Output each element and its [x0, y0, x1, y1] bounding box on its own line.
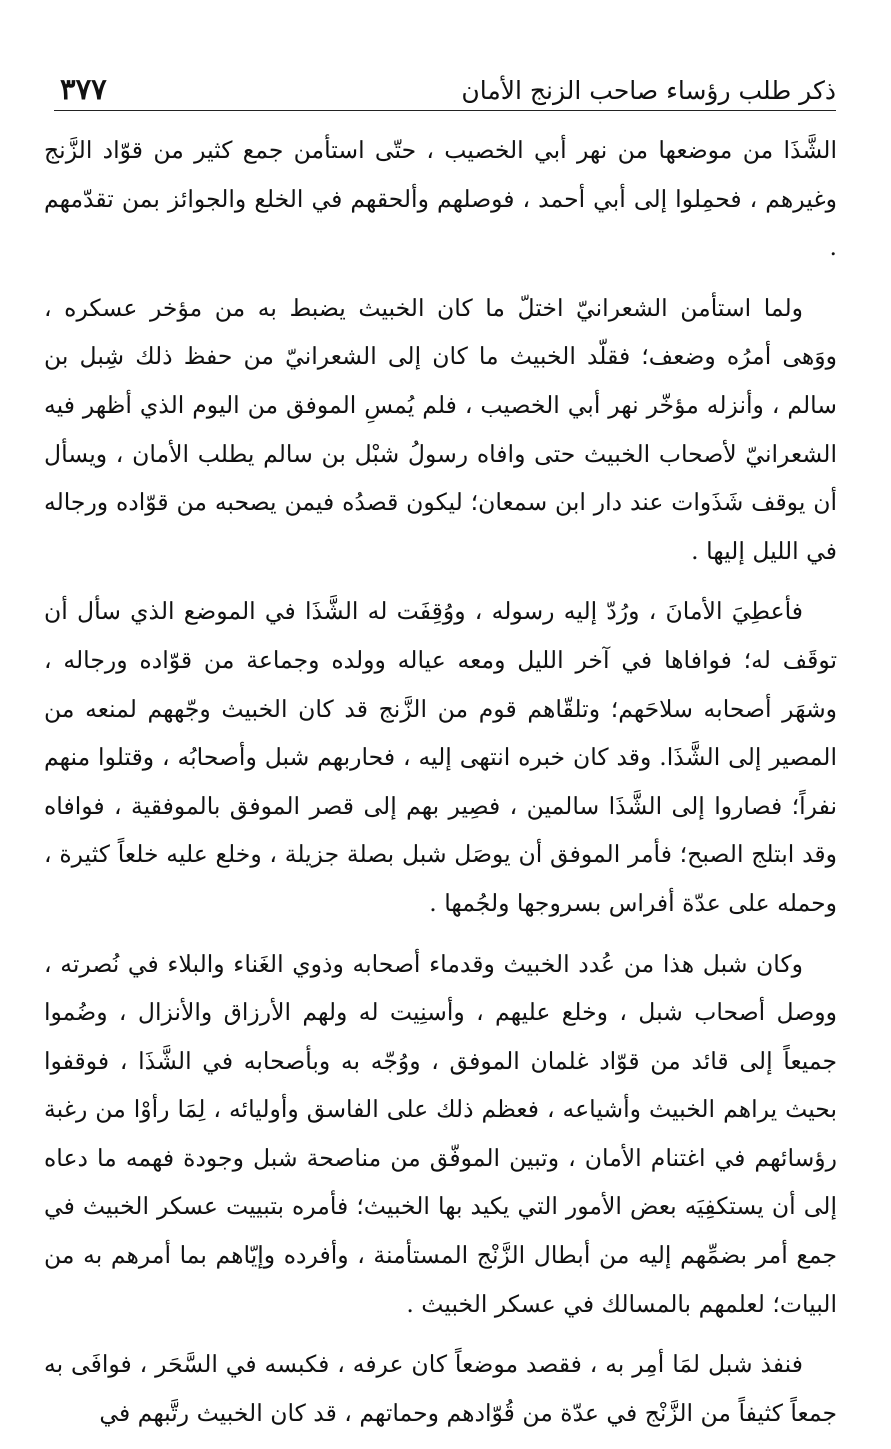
paragraph: وكان شبل هذا من عُدد الخبيث وقدماء أصحابه وذوي الغَناء والبلاء في نُصرته ، ووصل أصحاب شبل ، وخلع عليهم ، وأسنِيت له ولهم الأرزاق والأنزال ، وضُموا جميعاً إلى قائد من قوّاد غلمان الموفق ، ووُجّه به وبأصحابه في الشَّذَا ، فوقفوا بحيث يراهم الخبيث وأشياعه ، فعظم ذلك على الفاسق وأوليائه ، لِمَا رأوْا من رغبة رؤسائهم في اغتنام الأمان ، وتبين الموفّق من مناصحة شبل وجودة فهمه ما دعاه إلى أن يستكفِيَه بعض الأمور التي يكيد بها الخبيث؛ فأمره بتبييت عسكر الخبيث في جمع أمر بضمِّهم إليه من أبطال الزَّنْج المستأمنة ، وأفرده وإيّاهم بما أمرهم به من البيات؛ لعلمهم بالمسالك في عسكر الخبيث .	[44, 949, 837, 1318]
paragraph: الشَّذَا من موضعها من نهر أبي الخصيب ، حتّى استأمن جمع كثير من قوّاد الزَّنج وغيرهم ، فحمِلوا إلى أبي أحمد ، فوصلهم وألحقهم في الخلع والجوائز بمن تقدّمهم .	[44, 136, 837, 262]
chapter-title: ذكر طلب رؤساء صاحب الزنج الأمان	[461, 76, 836, 105]
paragraph: فأعطِيَ الأمانَ ، ورُدّ إليه رسوله ، ووُقِفَت له الشَّذَا في الموضع الذي سأل أن توقَف له؛ فوافاها في آخر الليل ومعه عياله وولده وجماعة من قوّاده ورجاله ، وشهَر أصحابه سلاحَهم؛ وتلقّاهم قوم من الزَّنج قد كان الخبيث وجّههم لمنعه من المصير إلى الشَّذَا. وقد كان خبره انتهى إليه ، فحاربهم شبل وأصحابُه ، وقتلوا منهم نفراً؛ فصاروا إلى الشَّذَا سالمين ، فصِير بهم إلى قصر الموفق بالموفقية ، فوافاه وقد ابتلج الصبح؛ فأمر الموفق أن يوصَل شبل بصلة جزيلة ، وخلع عليه خلعاً كثيرة ، وحمله على عدّة أفراس بسروجها ولجُمها .	[44, 597, 837, 917]
page-number: ٣٧٧	[60, 72, 107, 106]
running-header	[54, 70, 836, 111]
paragraph: فنفذ شبل لمَا أمِر به ، فقصد موضعاً كان عرفه ، فكبسه في السَّحَر ، فوافَى به جمعاً كثيفاً من الزَّنْج في عدّة من قُوّادهم وحماتهم ، قد كان الخبيث رتَّبهم في	[44, 1350, 837, 1427]
paragraph: ولما استأمن الشعرانيّ اختلّ ما كان الخبيث يضبط به من مؤخر عسكره ، ووَهى أمرُه وضعف؛ فقلّد الخبيث ما كان إلى الشعرانيّ من حفظ ذلك شِبل بن سالم ، وأنزله مؤخّر نهر أبي الخصيب ، فلم يُمسِ الموفق من اليوم الذي أظهر فيه الشعرانيّ لأصحاب الخبيث حتى وافاه رسولُ شبْل بن سالم يطلب الأمان ، ويسأل أن يوقف شَذَوات عند دار ابن سمعان؛ ليكون قصدُه فيمن يصحبه من قوّاده ورجاله في الليل إليها .	[44, 293, 837, 565]
body-text	[44, 126, 837, 1449]
